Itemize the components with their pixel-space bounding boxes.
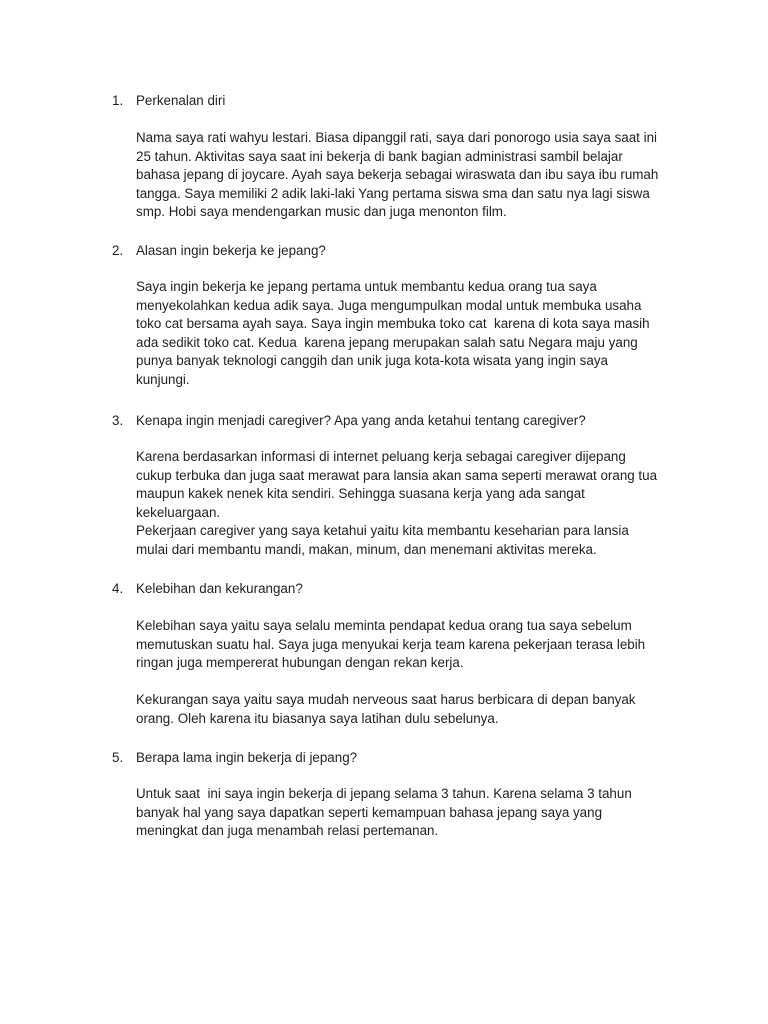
answer-line: Kelebihan saya yaitu saya selalu meminta pendapat kedua orang tua saya sebelum bbox=[136, 618, 632, 633]
answer-line: Nama saya rati wahyu lestari. Biasa dipanggil rati, saya dari ponorogo usia saya saat ini bbox=[136, 130, 658, 145]
answer-line: memutuskan suatu hal. Saya juga menyukai kerja team karena pekerjaan terasa lebih bbox=[136, 636, 646, 652]
answer-line: Pekerjaan caregiver yang saya ketahui yaitu kita membantu keseharian para lansia bbox=[136, 523, 629, 539]
answer-paragraph bbox=[136, 129, 659, 222]
answer-paragraph bbox=[136, 448, 656, 560]
answer-line: tangga. Saya memiliki 2 adik laki-laki Yang pertama siswa sma dan satu nya lagi siswa bbox=[136, 185, 650, 201]
question-text: Kenapa ingin menjadi caregiver? Apa yang anda ketahui tentang caregiver? bbox=[136, 413, 586, 428]
answer-paragraph bbox=[136, 278, 656, 390]
question-text: Kelebihan dan kekurangan? bbox=[136, 581, 303, 596]
answer-line: menyekolahkan kedua adik saya. Juga mengumpulkan modal untuk membuka usaha bbox=[136, 297, 642, 313]
answer-line: orang. Oleh karena itu biasanya saya latihan dulu sebelunya. bbox=[136, 710, 499, 726]
answer-line: toko cat bersama ayah saya. Saya ingin membuka toko cat karena di kota saya masih bbox=[136, 316, 650, 332]
answer-line: kekeluargaan. bbox=[136, 504, 221, 520]
question-text: Perkenalan diri bbox=[136, 93, 226, 108]
answer-line: kunjungi. bbox=[136, 371, 190, 387]
answer-line: bahasa jepang di joycare. Ayah saya bekerja sebagai wiraswata dan ibu saya ibu rumah bbox=[136, 167, 659, 183]
answer-line: maupun kakek nenek kita sendiri. Sehingga suasana kerja yang ada sangat bbox=[136, 486, 585, 502]
answer-line: Saya ingin bekerja ke jepang pertama untuk membantu kedua orang tua saya bbox=[136, 279, 597, 294]
question-number: 5. bbox=[112, 750, 124, 765]
answer-line: ada sedikit toko cat. Kedua karena jepang merupakan salah satu Negara maju yang bbox=[136, 334, 638, 350]
answer-line: Karena berdasarkan informasi di internet peluang kerja sebagai caregiver dijepang bbox=[136, 449, 626, 464]
question-text: Berapa lama ingin bekerja di jepang? bbox=[136, 750, 358, 765]
answer-line: Untuk saat ini saya ingin bekerja di jepang selama 3 tahun. Karena selama 3 tahun bbox=[136, 786, 632, 801]
answer-line: ringan juga mempererat hubungan dengan rekan kerja. bbox=[136, 655, 464, 671]
question-number: 1. bbox=[112, 93, 124, 108]
answer-paragraph bbox=[136, 691, 656, 728]
answer-line: Kekurangan saya yaitu saya mudah nerveous saat harus berbicara di depan banyak bbox=[136, 692, 636, 707]
answer-paragraph bbox=[136, 785, 656, 841]
question-number: 4. bbox=[112, 581, 124, 596]
answer-paragraph bbox=[136, 617, 656, 673]
answer-line: smp. Hobi saya mendengarkan music dan juga menonton film. bbox=[136, 204, 507, 220]
answer-line: cukup terbuka dan juga saat merawat para lansia akan sama seperti merawat orang tua bbox=[136, 467, 658, 483]
answer-line: punya banyak teknologi canggih dan unik juga kota-kota wisata yang ingin saya bbox=[136, 353, 608, 369]
question-text: Alasan ingin bekerja ke jepang? bbox=[136, 243, 326, 258]
answer-line: meningkat dan juga menambah relasi pertemanan. bbox=[136, 823, 439, 839]
question-number: 2. bbox=[112, 243, 124, 258]
answer-line: banyak hal yang saya dapatkan seperti kemampuan bahasa jepang saya yang bbox=[136, 804, 603, 820]
answer-line: mulai dari membantu mandi, makan, minum, dan menemani aktivitas mereka. bbox=[136, 541, 597, 557]
answer-line: 25 tahun. Aktivitas saya saat ini bekerja di bank bagian administrasi sambil belajar bbox=[136, 148, 623, 164]
question-number: 3. bbox=[112, 413, 124, 428]
